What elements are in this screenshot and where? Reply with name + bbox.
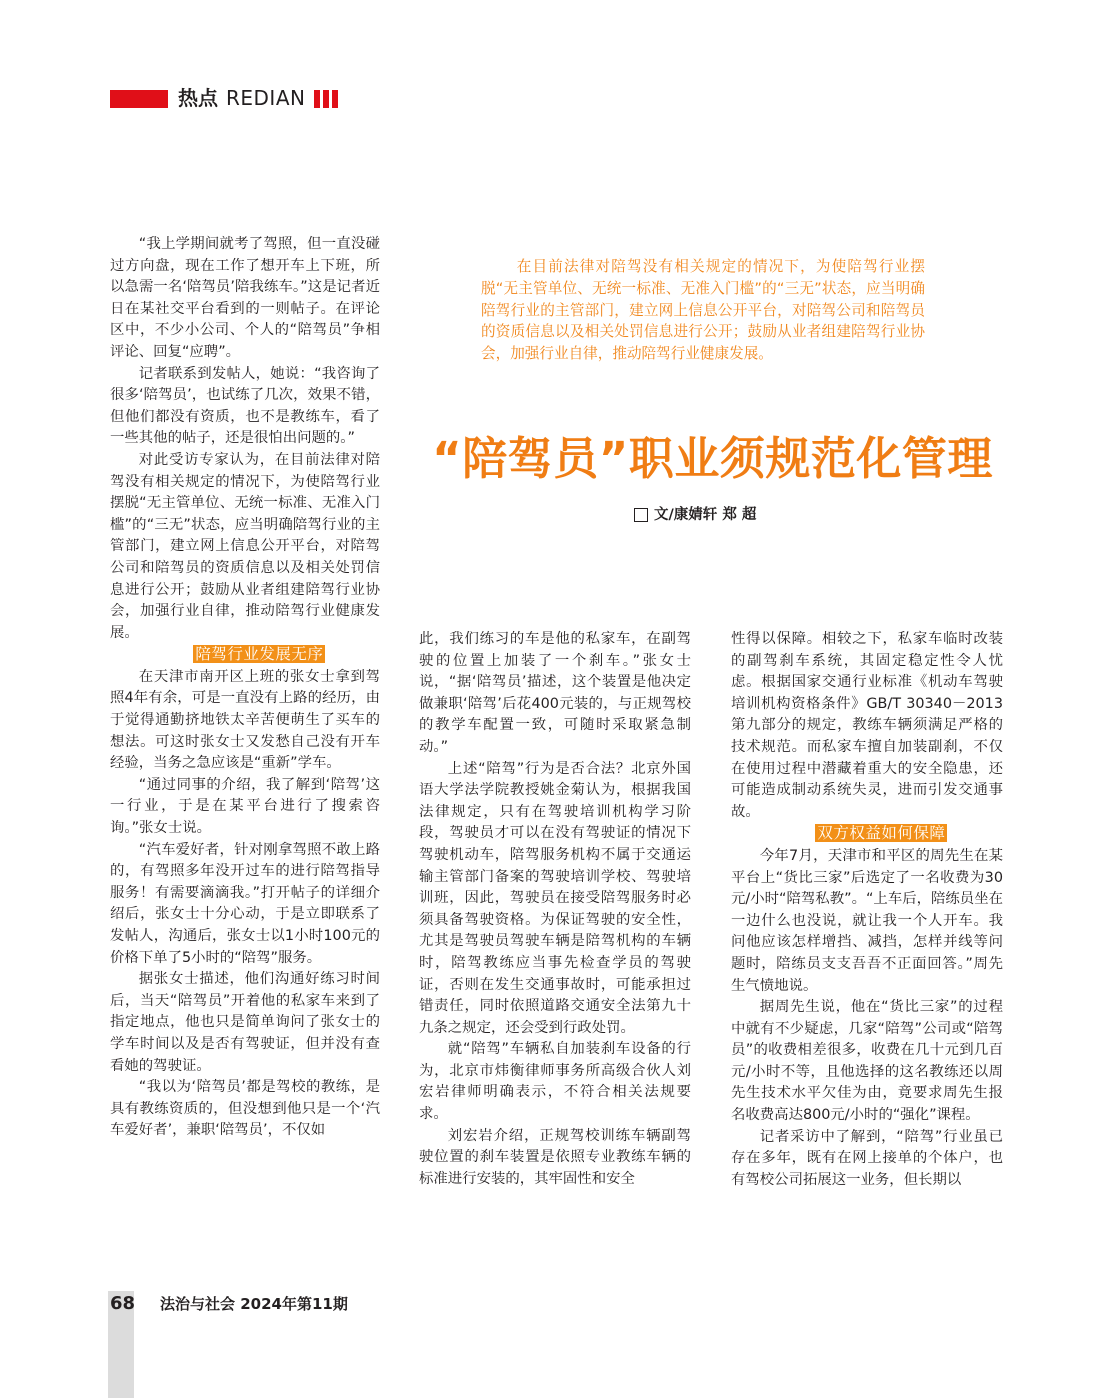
article-column-2 — [419, 629, 691, 1190]
article-column-3 — [731, 629, 1003, 1191]
lead-summary — [481, 256, 925, 365]
paragraph: 刘宏岩介绍，正规驾校训练车辆副驾驶位置的刹车装置是依照专业教练车辆的标准进行安装的，其牢固性和安全 — [419, 1127, 691, 1187]
paragraph: 据周先生说，他在“货比三家”的过程中就有不少疑虑，几家“陪驾”公司或“陪驾员”的收费相差很多，收费在几十元到几百元/小时不等，且他选择的这名教练还以周先生技术水平欠佳为由，竟要求周先生报名收费高达800元/小时的“强化”课程。 — [731, 999, 1003, 1124]
header-red-bar — [110, 90, 168, 108]
subheading: 双方权益如何保障 — [817, 824, 946, 843]
page-number: 68 — [110, 1293, 136, 1314]
paragraph: 对此受访专家认为，在目前法律对陪驾没有相关规定的情况下，为使陪驾行业摆脱“无主管单位、无统一标准、无准入门槛”的“三无”状态，应当明确陪驾行业的主管部门，建立网上信息公开平台，对陪驾公司和陪驾员的资质信息以及相关处罚信息进行公开；鼓励从业者组建陪驾行业协会，加强行业自律，推动陪驾行业健康发展。 — [110, 451, 380, 641]
paragraph: 此，我们练习的车是他的私家车，在副驾驶的位置上加装了一个刹车。”张女士说，“据‘陪驾员’描述，这个装置是他决定做兼职‘陪驾’后花400元装的，与正规驾校的教学车配置一致，可随时采取紧急制动。” — [419, 631, 691, 755]
paragraph: “我以为‘陪驾员’都是驾校的教练，是具有教练资质的，但没想到他只是一个‘汽车爱好者’，兼职‘陪驾员’，不仅如 — [110, 1079, 380, 1139]
subheading: 陪驾行业发展无序 — [195, 645, 324, 664]
paragraph: 记者联系到发帖人，她说：“我咨询了很多‘陪驾员’，也试练了几次，效果不错，但他们都没有资质，也不是教练车，看了一些其他的帖子，还是很怕出问题的。” — [110, 365, 380, 447]
paragraph: “我上学期间就考了驾照，但一直没碰过方向盘，现在工作了想开车上下班，所以急需一名‘陪驾员’陪我练车。”这是记者近日在某社交平台看到的一则帖子。在评论区中，不少小公司、个人的“陪驾员”争相评论、回复“应聘”。 — [110, 236, 380, 360]
paragraph: 上述“陪驾”行为是否合法？北京外国语大学法学院教授姚金菊认为，根据我国法律规定，只有在驾驶培训机构学习阶段，驾驶员才可以在没有驾驶证的情况下驾驶机动车，陪驾服务机构不属于交通运输主管部门备案的驾驶培训学校、驾驶培训班，因此，驾驶员在接受陪驾服务时必须具备驾驶资格。为保证驾驶的安全性，尤其是驾驶员驾驶车辆是陪驾机构的车辆时，陪驾教练应当事先检查学员的驾驶证，否则在发生交通事故时，可能承担过错责任，同时依照道路交通安全法第九十九条之规定，还会受到行政处罚。 — [419, 760, 691, 1036]
byline-text: 文/康婧轩 郑 超 — [654, 507, 757, 523]
section-header — [178, 84, 305, 112]
header-stripes — [314, 90, 338, 108]
square-icon — [634, 508, 648, 522]
paragraph: “汽车爱好者，针对刚拿驾照不敢上路的，有驾照多年没开过车的进行陪驾指导服务！有需要滴滴我。”打开帖子的详细介绍后，张女士十分心动，于是立即联系了发帖人，沟通后，张女士以1小时100元的价格下单了5小时的“陪驾”服务。 — [110, 841, 380, 966]
article-column-1 — [110, 234, 380, 1142]
section-name-en: REDIAN — [226, 86, 306, 110]
publication-info: 法治与社会 2024年第11期 — [160, 1295, 348, 1313]
byline — [634, 505, 756, 525]
paragraph: “通过同事的介绍，我了解到‘陪驾’这一行业，于是在某平台进行了搜索咨询。”张女士说。 — [110, 776, 380, 837]
paragraph: 记者采访中了解到，“陪驾”行业虽已存在多年，既有在网上接单的个体户，也有驾校公司拓展这一业务，但长期以 — [731, 1128, 1003, 1188]
paragraph: 在天津市南开区上班的张女士拿到驾照4年有余，可是一直没有上路的经历，由于觉得通勤挤地铁太辛苦便萌生了买车的想法。可这时张女士又发愁自己没有开车经验，当务之急应该是“重新”学车。 — [110, 668, 380, 772]
paragraph: 性得以保障。相较之下，私家车临时改装的副驾刹车系统，其固定稳定性令人忧虑。根据国家交通行业标准《机动车驾驶培训机构资格条件》GB/T 30340－2013第九部分的规定，教练车辆须满足严格的技术规范。而私家车擅自加装副刹，不仅在使用过程中潜藏着重大的安全隐患，还可能造成制动系统失灵，进而引发交通事故。 — [731, 631, 1003, 820]
paragraph: 今年7月，天津市和平区的周先生在某平台上“货比三家”后选定了一名收费为30元/小时“陪驾私教”。“上车后，陪练员坐在一边什么也没说，就让我一个人开车。我问他应该怎样增挡、减挡，怎样并线等问题时，陪练员支支吾吾不正面回答。”周先生气愤地说。 — [731, 847, 1003, 994]
article-title: “陪驾员”职业须规范化管理 — [432, 432, 993, 485]
paragraph: 就“陪驾”车辆私自加装刹车设备的行为，北京市炜衡律师事务所高级合伙人刘宏岩律师明确表示，不符合相关法规要求。 — [419, 1041, 691, 1123]
paragraph: 据张女士描述，他们沟通好练习时间后，当天“陪驾员”开着他的私家车来到了指定地点，他也只是简单询问了张女士的学车时间以及是否有驾驶证，但并没有查看她的驾驶证。 — [110, 971, 380, 1074]
section-name-cn: 热点 — [178, 86, 218, 110]
lead-text: 在目前法律对陪驾没有相关规定的情况下，为使陪驾行业摆脱“无主管单位、无统一标准、无准入门槛”的“三无”状态，应当明确陪驾行业的主管部门，建立网上信息公开平台，对陪驾公司和陪驾员的资质信息以及相关处罚信息进行公开；鼓励从业者组建陪驾行业协会，加强行业自律，推动陪驾行业健康发展。 — [481, 258, 925, 363]
